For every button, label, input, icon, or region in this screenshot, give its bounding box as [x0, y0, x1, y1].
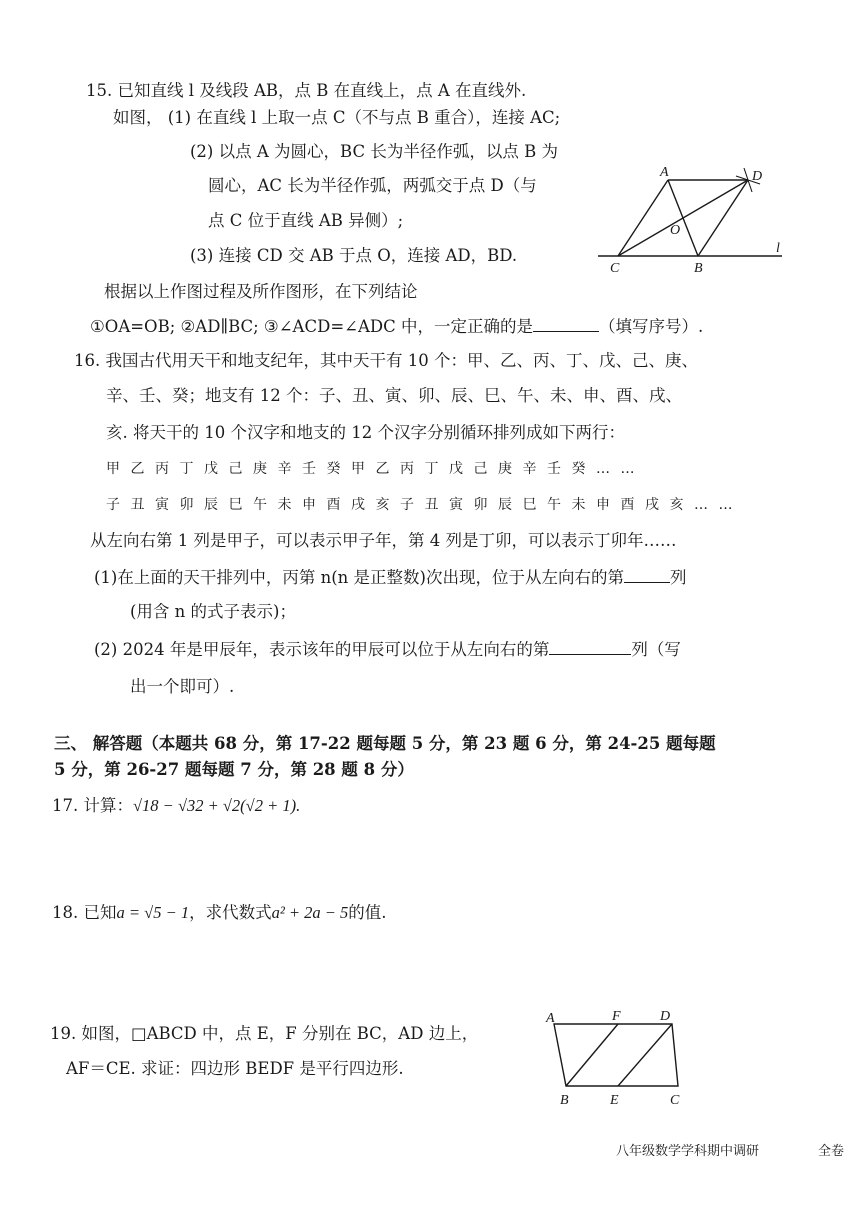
- q18: [52, 902, 387, 924]
- q15-line5: 点 C 位于直线 AB 异侧）;: [208, 211, 404, 230]
- q16-part1-unit: 列: [670, 568, 687, 587]
- q16-part2-line2: 出一个即可）.: [130, 677, 235, 696]
- q15-line7: 根据以上作图过程及所作图形，在下列结论: [104, 282, 418, 301]
- q16-part2-blank[interactable]: [549, 638, 631, 655]
- section3-heading: 三、 解答题（本题共 68 分，第 17-22 题每题 5 分，第 23 题 6 分，第 24-25 题每题: [54, 734, 716, 753]
- q19-figure: [540, 1006, 700, 1112]
- footer-page: 全卷: [818, 1144, 845, 1159]
- label-a: A: [660, 165, 669, 180]
- footer-title: 八年级数学学科期中调研: [616, 1144, 760, 1159]
- q18-mid: ，求代数式: [189, 903, 272, 922]
- q15-answer-blank[interactable]: [533, 315, 599, 332]
- q15-line1: 15. 已知直线 l 及线段 AB，点 B 在直线上，点 A 在直线外.: [86, 81, 527, 100]
- section3-heading-cont: 5 分，第 26-27 题每题 7 分，第 28 题 8 分）: [54, 760, 414, 779]
- segment-ac: [618, 180, 668, 256]
- label-l: l: [776, 241, 780, 256]
- label-e: E: [610, 1093, 619, 1108]
- q16-part1-line2: (用含 n 的式子表示)；: [130, 602, 296, 621]
- q15-line3: (2) 以点 A 为圆心，BC 长为半径作弧，以点 B 为: [190, 142, 558, 161]
- q15-hint: （填写序号）.: [599, 317, 704, 336]
- label-c: C: [610, 261, 620, 276]
- q16-part2-text: (2) 2024 年是甲辰年，表示该年的甲辰可以位于从左向右的第: [94, 640, 550, 659]
- q16-part2-unit: 列（写: [631, 640, 681, 659]
- label-d: D: [660, 1009, 671, 1024]
- q16-line6: 从左向右第 1 列是甲子，可以表示甲子年，第 4 列是丁卯，可以表示丁卯年……: [90, 531, 677, 550]
- q16-part1-text: (1)在上面的天干排列中，丙第 n(n 是正整数)次出现，位于从左向右的第: [94, 568, 624, 587]
- q16-dizhi-row: 子丑寅卯辰巳午未申酉戌亥子丑寅卯辰巳午未申酉戌亥……: [106, 497, 743, 513]
- q15-line4: 圆心，AC 长为半径作弧，两弧交于点 D（与: [208, 176, 537, 195]
- q15-line2: 如图， (1) 在直线 l 上取一点 C（不与点 B 重合），连接 AC;: [113, 108, 561, 127]
- segment-ed: [618, 1024, 672, 1086]
- q17-expression: √18 − √32 + √2(√2 + 1).: [133, 796, 301, 815]
- parallelogram-abcd: [554, 1024, 678, 1086]
- label-f: F: [612, 1009, 621, 1024]
- q16-part1: [94, 566, 687, 589]
- q16-line1: 16. 我国古代用天干和地支纪年，其中天干有 10 个：甲、乙、丙、丁、戊、己、庚、: [74, 351, 698, 370]
- q16-line3: 亥. 将天干的 10 个汉字和地支的 12 个汉字分别循环排列成如下两行：: [106, 423, 625, 442]
- q15-conclusions: ①OA=OB; ②AD∥BC; ③∠ACD=∠ADC 中，一定正确的是: [90, 317, 533, 336]
- q16-part2: [94, 638, 681, 661]
- label-b: B: [694, 261, 703, 276]
- q15-figure: [594, 160, 794, 280]
- q16-part1-blank[interactable]: [624, 566, 670, 583]
- label-a: A: [546, 1011, 555, 1026]
- label-b: B: [560, 1093, 569, 1108]
- q17-label: 17. 计算：: [52, 796, 133, 815]
- segment-bd: [698, 180, 748, 256]
- segment-cd: [618, 180, 748, 256]
- q16-tiangan-row: 甲乙丙丁戊己庚辛壬癸甲乙丙丁戊己庚辛壬癸……: [106, 461, 645, 477]
- q18-given: a = √5 − 1: [116, 903, 190, 922]
- label-o: O: [670, 223, 681, 238]
- q18-label: 18. 已知: [52, 903, 117, 922]
- q15-line6: (3) 连接 CD 交 AB 于点 O，连接 AD，BD.: [190, 246, 518, 265]
- label-d: D: [752, 169, 763, 184]
- label-c: C: [670, 1093, 680, 1108]
- q18-post: 的值.: [348, 903, 387, 922]
- q16-line2: 辛、壬、癸；地支有 12 个：子、丑、寅、卯、辰、巳、午、未、申、酉、戌、: [106, 386, 682, 405]
- q18-expression: a² + 2a − 5: [271, 903, 349, 922]
- q19-line1: 19. 如图，□ABCD 中，点 E，F 分别在 BC，AD 边上，: [50, 1024, 479, 1043]
- segment-bf: [566, 1024, 618, 1086]
- q19-line2: AF＝CE. 求证：四边形 BEDF 是平行四边形.: [66, 1059, 404, 1078]
- q15-line8: [90, 315, 703, 338]
- q17: [52, 795, 300, 817]
